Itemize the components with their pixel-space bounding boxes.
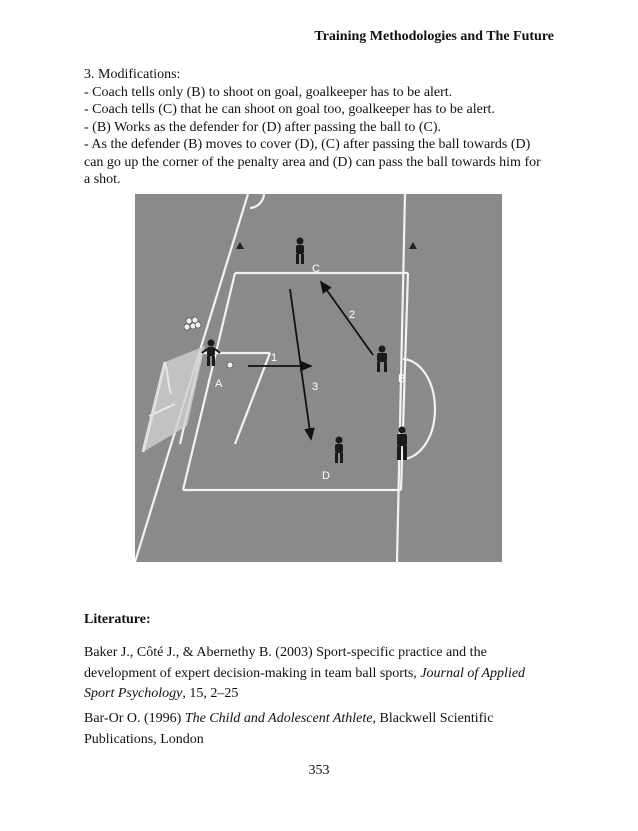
modifications-section bbox=[84, 66, 564, 189]
modification-line: - Coach tells only (B) to shoot on goal, goalkeeper has to be alert. bbox=[84, 84, 453, 100]
modification-line: - (B) Works as the defender for (D) after passing the ball to (C). bbox=[84, 119, 442, 135]
reference-text: Baker J., Côté J., & Abernethy B. (2003) Sport-specific practice and the development of expert decision-making in team ball sports, bbox=[84, 645, 487, 681]
reference-journal: Journal of Applied Sport Psychology bbox=[84, 665, 526, 701]
reference-details: , 15, 2–25 bbox=[182, 686, 239, 701]
modification-line: - Coach tells (C) that he can shoot on goal too, goalkeeper has to be alert. bbox=[84, 102, 495, 117]
reference-entry bbox=[84, 643, 554, 705]
player-label-a: A bbox=[215, 378, 223, 390]
reference-book-title: The Child and Adolescent Athlete bbox=[184, 711, 373, 726]
running-header: Training Methodologies and The Future bbox=[314, 29, 554, 44]
player-label-b: B bbox=[398, 373, 406, 385]
modifications-heading: 3. Modifications: bbox=[84, 67, 181, 82]
reference-entry bbox=[84, 709, 554, 750]
literature-heading: Literature: bbox=[84, 612, 151, 627]
player-label-c: C bbox=[312, 263, 320, 275]
reference-text: Bar-Or O. (1996) bbox=[84, 711, 185, 726]
drill-diagram bbox=[135, 194, 502, 562]
arrow-label-2: 2 bbox=[349, 309, 356, 321]
arrow-label-1: 1 bbox=[271, 352, 278, 364]
modification-line: - As the defender (B) moves to cover (D), (C) after passing the ball towards (D) bbox=[84, 137, 531, 152]
page-number: 353 bbox=[308, 763, 330, 778]
ball-icon bbox=[227, 362, 233, 368]
player-label-d: D bbox=[322, 470, 330, 482]
modification-line: a shot. bbox=[84, 172, 121, 187]
reference-details: , Blackwell Scientific Publications, London bbox=[84, 711, 494, 747]
modification-line: can go up the corner of the penalty area and (D) can pass the ball towards him for bbox=[84, 154, 541, 170]
arrow-label-3: 3 bbox=[312, 381, 319, 393]
